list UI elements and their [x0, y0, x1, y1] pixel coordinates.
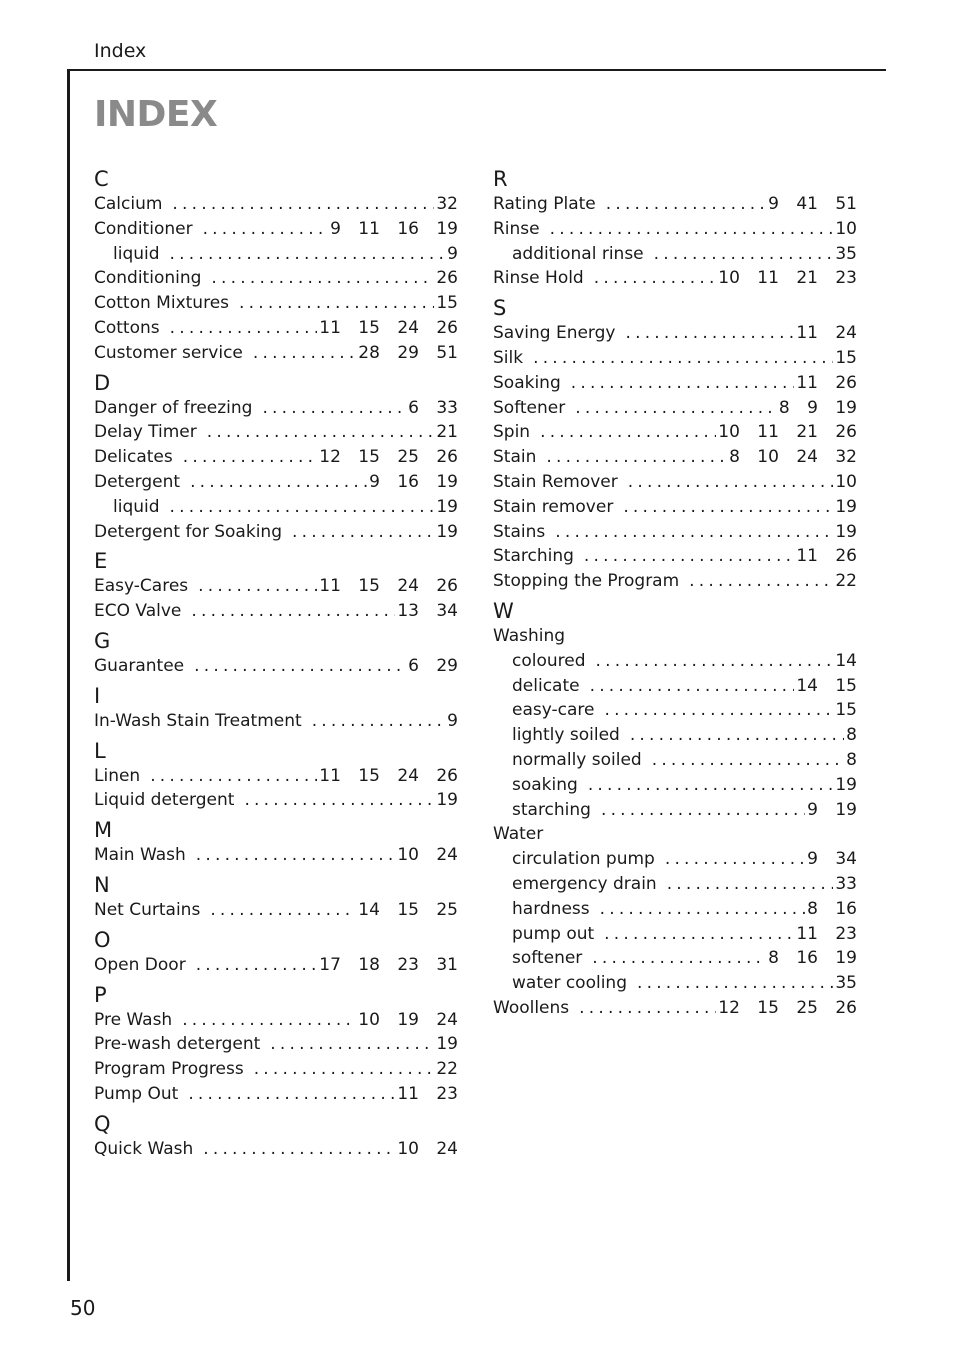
index-entry — [94, 341, 458, 366]
index-page-refs: 11 15 24 26 — [319, 317, 458, 338]
dot-leader — [172, 192, 434, 217]
index-entry — [493, 822, 857, 847]
dot-leader — [601, 798, 805, 823]
index-group — [94, 982, 458, 1107]
index-term: Water — [493, 824, 544, 845]
dot-leader — [628, 470, 834, 495]
index-term: Customer service — [94, 342, 243, 363]
index-page-refs: 22 — [835, 571, 857, 592]
dot-leader — [170, 495, 435, 520]
index-page-refs: 8 16 19 — [768, 948, 857, 969]
dot-leader — [689, 569, 833, 594]
index-page-refs: 10 — [835, 471, 857, 492]
index-entry — [493, 544, 857, 569]
index-entry — [493, 520, 857, 545]
dot-leader — [211, 266, 434, 291]
index-term: soaking — [512, 774, 578, 795]
index-entry — [94, 520, 458, 545]
index-subentry — [493, 798, 857, 823]
index-page-refs: 11 23 — [796, 923, 857, 944]
index-term: Rinse — [493, 218, 540, 239]
dot-leader — [550, 217, 834, 242]
index-subentry — [493, 649, 857, 674]
index-entry — [94, 316, 458, 341]
index-page-refs: 33 — [835, 873, 857, 894]
index-entry — [94, 599, 458, 624]
dot-leader — [592, 946, 766, 971]
index-letter-heading: G — [94, 628, 111, 653]
margin-rule — [67, 69, 70, 1281]
index-page-refs: 19 — [835, 521, 857, 542]
index-entry — [94, 291, 458, 316]
index-term: Pre-wash detergent — [94, 1034, 261, 1055]
index-letter-heading: Q — [94, 1111, 111, 1136]
dot-leader — [654, 242, 834, 267]
index-term: Spin — [493, 422, 531, 443]
index-page-refs: 10 19 24 — [358, 1009, 458, 1030]
dot-leader — [594, 266, 717, 291]
index-group — [94, 1111, 458, 1162]
index-page-refs: 9 16 19 — [369, 471, 458, 492]
index-page-refs: 11 26 — [796, 546, 857, 567]
index-term: Cotton Mixtures — [94, 293, 230, 314]
index-group — [94, 548, 458, 624]
index-entry — [94, 574, 458, 599]
index-letter-heading: I — [94, 683, 101, 708]
index-term: delicate — [512, 675, 580, 696]
index-entry — [94, 1082, 458, 1107]
page-title: INDEX — [94, 94, 218, 135]
dot-leader — [170, 316, 318, 341]
index-term: Delay Timer — [94, 422, 197, 443]
index-letter-heading: D — [94, 370, 111, 395]
index-term: additional rinse — [512, 243, 644, 264]
index-term: Softener — [493, 397, 566, 418]
index-page-refs: 15 — [835, 700, 857, 721]
dot-leader — [579, 996, 716, 1021]
index-page-refs: 35 — [835, 243, 857, 264]
index-subentry — [493, 674, 857, 699]
index-page-refs: 14 — [835, 650, 857, 671]
index-page-refs: 15 — [436, 293, 458, 314]
index-entry — [94, 1057, 458, 1082]
index-term: Stopping the Program — [493, 571, 680, 592]
index-term: Saving Energy — [493, 323, 616, 344]
dot-leader — [540, 420, 716, 445]
index-page-refs: 14 15 25 — [358, 899, 458, 920]
index-entry — [94, 266, 458, 291]
index-page-refs: 11 23 — [397, 1083, 458, 1104]
index-term: Detergent — [94, 471, 181, 492]
index-term: Program Progress — [94, 1059, 244, 1080]
dot-leader — [203, 1137, 395, 1162]
index-subentry — [493, 748, 857, 773]
index-page-refs: 19 — [835, 774, 857, 795]
index-term: Stain remover — [493, 496, 614, 517]
dot-leader — [606, 192, 766, 217]
index-column-left — [94, 166, 458, 1162]
index-entry — [94, 764, 458, 789]
index-entry — [493, 321, 857, 346]
index-term: Washing — [493, 625, 566, 646]
index-letter-heading: R — [493, 167, 508, 191]
index-group — [493, 598, 857, 1021]
index-term: circulation pump — [512, 849, 655, 870]
dot-leader — [637, 971, 833, 996]
index-term: Rinse Hold — [493, 268, 584, 289]
index-page-refs: 19 — [436, 521, 458, 542]
index-page-refs: 10 11 21 23 — [718, 268, 857, 289]
index-term: water cooling — [512, 973, 627, 994]
index-entry — [94, 1032, 458, 1057]
dot-leader — [623, 495, 833, 520]
index-page-refs: 10 — [835, 218, 857, 239]
index-group — [94, 683, 458, 734]
index-term: Quick Wash — [94, 1138, 194, 1159]
dot-leader — [575, 396, 777, 421]
index-page-refs: 26 — [436, 268, 458, 289]
index-letter-heading: W — [493, 598, 514, 623]
index-subentry — [493, 242, 857, 267]
dot-leader — [270, 1032, 434, 1057]
dot-leader — [150, 764, 317, 789]
index-subentry — [493, 897, 857, 922]
index-entry — [94, 470, 458, 495]
index-page-refs: 9 34 — [807, 849, 857, 870]
index-page-refs: 10 24 — [397, 1138, 458, 1159]
index-page-refs: 9 41 51 — [768, 194, 857, 214]
index-page-refs: 14 15 — [796, 675, 857, 696]
index-term: Pre Wash — [94, 1009, 173, 1030]
index-entry — [493, 569, 857, 594]
dot-leader — [630, 723, 844, 748]
index-page-refs: 11 24 — [796, 323, 857, 344]
index-term: In-Wash Stain Treatment — [94, 710, 302, 731]
index-page-refs: 9 19 — [807, 799, 857, 820]
index-entry — [493, 396, 857, 421]
dot-leader — [667, 872, 834, 897]
dot-leader — [600, 897, 806, 922]
dot-leader — [555, 520, 833, 545]
index-subentry — [94, 495, 458, 520]
index-term: Linen — [94, 765, 141, 786]
index-page-refs: 35 — [835, 973, 857, 994]
index-entry — [94, 1137, 458, 1162]
index-entry — [493, 371, 857, 396]
index-entry — [94, 445, 458, 470]
index-entry — [94, 843, 458, 868]
index-subentry — [493, 946, 857, 971]
index-entry — [493, 445, 857, 470]
index-subentry — [493, 773, 857, 798]
index-page-refs: 13 34 — [397, 601, 458, 622]
index-entry — [94, 709, 458, 734]
index-entry — [493, 217, 857, 242]
index-page-refs: 11 15 24 26 — [319, 765, 458, 786]
index-term: Open Door — [94, 954, 186, 975]
index-page-refs: 22 — [436, 1059, 458, 1080]
page-number: 50 — [70, 1296, 96, 1320]
index-term: Silk — [493, 347, 524, 368]
index-page-refs: 9 — [447, 243, 458, 264]
dot-leader — [196, 953, 318, 978]
dot-leader — [191, 599, 395, 624]
index-term: Conditioner — [94, 218, 193, 239]
dot-leader — [203, 217, 328, 242]
index-group — [94, 628, 458, 679]
index-term: hardness — [512, 898, 590, 919]
index-page-refs: 15 — [835, 347, 857, 368]
index-page-refs: 19 — [436, 496, 458, 517]
index-term: Soaking — [493, 372, 561, 393]
index-term: Stains — [493, 521, 546, 542]
index-entry — [94, 953, 458, 978]
dot-leader — [244, 788, 434, 813]
index-page-refs: 8 16 — [807, 898, 857, 919]
index-page-refs: 19 — [436, 1034, 458, 1055]
index-page-refs: 32 — [436, 194, 458, 214]
index-term: Calcium — [94, 194, 163, 214]
index-page-refs: 8 10 24 32 — [729, 447, 857, 468]
index-page-refs: 9 11 16 19 — [330, 218, 458, 239]
index-term: Stain Remover — [493, 471, 618, 492]
dot-leader — [596, 649, 834, 674]
index-term: softener — [512, 948, 583, 969]
index-entry — [94, 396, 458, 421]
index-entry — [94, 217, 458, 242]
index-term: Stain — [493, 447, 537, 468]
dot-leader — [665, 847, 805, 872]
index-subentry — [493, 922, 857, 947]
index-entry — [493, 996, 857, 1021]
index-term: Starching — [493, 546, 574, 567]
dot-leader — [604, 698, 833, 723]
index-column-right — [493, 166, 857, 1021]
index-page-refs: 8 9 19 — [778, 397, 857, 418]
dot-leader — [194, 654, 406, 679]
index-group — [493, 295, 857, 594]
header-rule — [68, 69, 886, 71]
dot-leader — [584, 544, 794, 569]
dot-leader — [590, 674, 795, 699]
index-term: ECO Valve — [94, 601, 182, 622]
index-term: normally soiled — [512, 749, 642, 770]
index-subentry — [94, 242, 458, 267]
index-letter-heading: O — [94, 927, 111, 952]
index-page-refs: 11 26 — [796, 372, 857, 393]
index-page-refs: 12 15 25 26 — [718, 997, 857, 1018]
dot-leader — [207, 420, 435, 445]
index-term: liquid — [113, 496, 160, 517]
index-page-refs: 28 29 51 — [358, 342, 458, 363]
index-entry — [94, 192, 458, 217]
index-entry — [94, 788, 458, 813]
index-entry — [493, 470, 857, 495]
dot-leader — [239, 291, 434, 316]
index-term: Liquid detergent — [94, 790, 235, 811]
index-term: lightly soiled — [512, 725, 620, 746]
index-subentry — [493, 723, 857, 748]
index-page-refs: 6 33 — [408, 397, 458, 418]
index-entry — [493, 495, 857, 520]
index-page-refs: 9 — [447, 710, 458, 731]
dot-leader — [254, 1057, 435, 1082]
index-letter-heading: E — [94, 549, 108, 574]
dot-leader — [190, 470, 367, 495]
index-term: emergency drain — [512, 873, 657, 894]
index-entry — [94, 898, 458, 923]
index-entry — [493, 346, 857, 371]
index-term: Rating Plate — [493, 194, 596, 214]
index-term: Woollens — [493, 997, 570, 1018]
index-term: pump out — [512, 923, 595, 944]
index-subentry — [493, 971, 857, 996]
index-group — [94, 738, 458, 814]
index-letter-heading: S — [493, 296, 507, 321]
index-group — [94, 166, 458, 366]
index-subentry — [493, 872, 857, 897]
index-entry — [493, 624, 857, 649]
index-page-refs: 10 11 21 26 — [718, 422, 857, 443]
index-term: Net Curtains — [94, 899, 201, 920]
index-term: Delicates — [94, 447, 173, 468]
index-page-refs: 12 15 25 26 — [319, 447, 458, 468]
dot-leader — [292, 520, 434, 545]
index-term: Guarantee — [94, 655, 185, 676]
index-entry — [493, 420, 857, 445]
dot-leader — [182, 1008, 356, 1033]
index-term: starching — [512, 799, 591, 820]
running-header: Index — [94, 40, 147, 62]
dot-leader — [312, 709, 445, 734]
index-group — [94, 872, 458, 923]
dot-leader — [262, 396, 406, 421]
index-letter-heading: L — [94, 738, 106, 763]
dot-leader — [652, 748, 844, 773]
dot-leader — [533, 346, 833, 371]
index-term: Main Wash — [94, 845, 186, 866]
index-term: Conditioning — [94, 268, 202, 289]
dot-leader — [571, 371, 795, 396]
index-entry — [493, 192, 857, 217]
index-term: Detergent for Soaking — [94, 521, 282, 542]
index-subentry — [493, 847, 857, 872]
index-group — [94, 927, 458, 978]
index-page-refs: 10 24 — [397, 845, 458, 866]
dot-leader — [604, 922, 794, 947]
index-term: liquid — [113, 243, 160, 264]
dot-leader — [210, 898, 356, 923]
dot-leader — [183, 445, 318, 470]
dot-leader — [170, 242, 446, 267]
index-term: easy-care — [512, 700, 595, 721]
dot-leader — [625, 321, 794, 346]
index-subentry — [493, 698, 857, 723]
index-page-refs: 11 15 24 26 — [319, 576, 458, 597]
index-group — [94, 370, 458, 545]
index-entry — [493, 266, 857, 291]
dot-leader — [196, 843, 396, 868]
index-term: coloured — [512, 650, 586, 671]
index-term: Danger of freezing — [94, 397, 253, 418]
index-letter-heading: M — [94, 818, 113, 843]
index-group — [493, 166, 857, 291]
dot-leader — [546, 445, 727, 470]
index-page-refs: 19 — [835, 496, 857, 517]
index-group — [94, 817, 458, 868]
index-page-refs: 19 — [436, 790, 458, 811]
index-entry — [94, 420, 458, 445]
dot-leader — [198, 574, 317, 599]
dot-leader — [588, 773, 834, 798]
index-letter-heading: P — [94, 982, 107, 1007]
index-page-refs: 17 18 23 31 — [319, 954, 458, 975]
index-term: Pump Out — [94, 1083, 179, 1104]
index-page-refs: 8 — [846, 749, 857, 770]
index-page-refs: 21 — [436, 422, 458, 443]
dot-leader — [188, 1082, 395, 1107]
index-term: Cottons — [94, 317, 160, 338]
index-letter-heading: N — [94, 872, 110, 897]
index-entry — [94, 1008, 458, 1033]
dot-leader — [253, 341, 356, 366]
index-term: Easy-Cares — [94, 576, 189, 597]
index-letter-heading: C — [94, 167, 109, 191]
index-page-refs: 8 — [846, 725, 857, 746]
index-entry — [94, 654, 458, 679]
index-page-refs: 6 29 — [408, 655, 458, 676]
